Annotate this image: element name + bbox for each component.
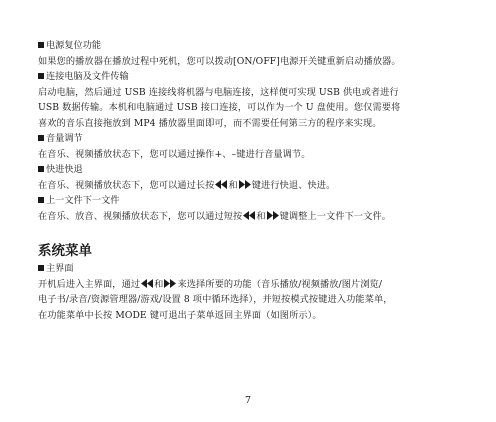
bullet-square-icon [38,135,44,141]
bullet-square-icon [38,73,44,79]
section-heading-main-screen: 主界面 [38,261,468,277]
body-line: 在音乐、视频播放状态下，您可以通过长按 和 键进行快退、快进。 [38,179,336,191]
body-line: 如果您的播放器在播放过程中死机，您可以拨动[ON/OFF]电源开关键重新启动播放器。 [38,55,401,67]
fast-forward-icon [238,180,252,189]
bullet-square-icon [38,265,44,271]
section-heading-seek: 快进快退 [38,162,468,178]
bullet-square-icon [38,197,44,203]
body-line: 开机后进入主界面，通过 和 来选择所要的功能（音乐播放/视频播放/图片浏览/ [38,278,383,290]
rewind-icon [242,211,256,220]
section-heading-pc-connection: 连接电脑及文件传输 [38,69,468,85]
rewind-icon [214,180,228,189]
body-line: 启动电脑，然后通过 USB 连接线将机器与电脑连接，这样便可实现 USB 供电或者进行 [38,86,399,98]
body-line: USB 数据传输。本机和电脑通过 USB 接口连接，可以作为一个 U 盘使用。您仅需要将 [38,102,401,113]
manual-page [38,38,468,323]
bullet-square-icon [38,166,44,172]
section-heading-prev-next: 上一文件下一文件 [38,193,468,209]
section-heading-power-reset: 电源复位功能 [38,38,468,54]
page-number: 7 [244,395,252,406]
bullet-square-icon [38,42,44,48]
fast-forward-icon [163,279,177,288]
body-line: 电子书/录音/资源管理器/游戏/设置 8 项中循环选择），并短按模式按键进入功能菜单， [38,294,393,305]
section-heading-volume: 音量调节 [38,131,468,147]
body-line: 喜欢的音乐直接拖放到 MP4 播放器里面即可，而不需要任何第三方的程序来实现。 [38,117,382,129]
body-line: 在音乐、视频播放状态下，您可以通过操作+、–键进行音量调节。 [38,148,311,160]
section-title-system-menu: 系统菜单 [38,243,92,259]
rewind-icon [140,279,154,288]
body-line: 在功能菜单中长按 MODE 键可退出子菜单返回主界面（如图所示）。 [38,309,322,321]
fast-forward-icon [266,211,280,220]
body-line: 在音乐、放音、视频播放状态下，您可以通过短按 和 键调整上一文件下一文件。 [38,210,392,222]
